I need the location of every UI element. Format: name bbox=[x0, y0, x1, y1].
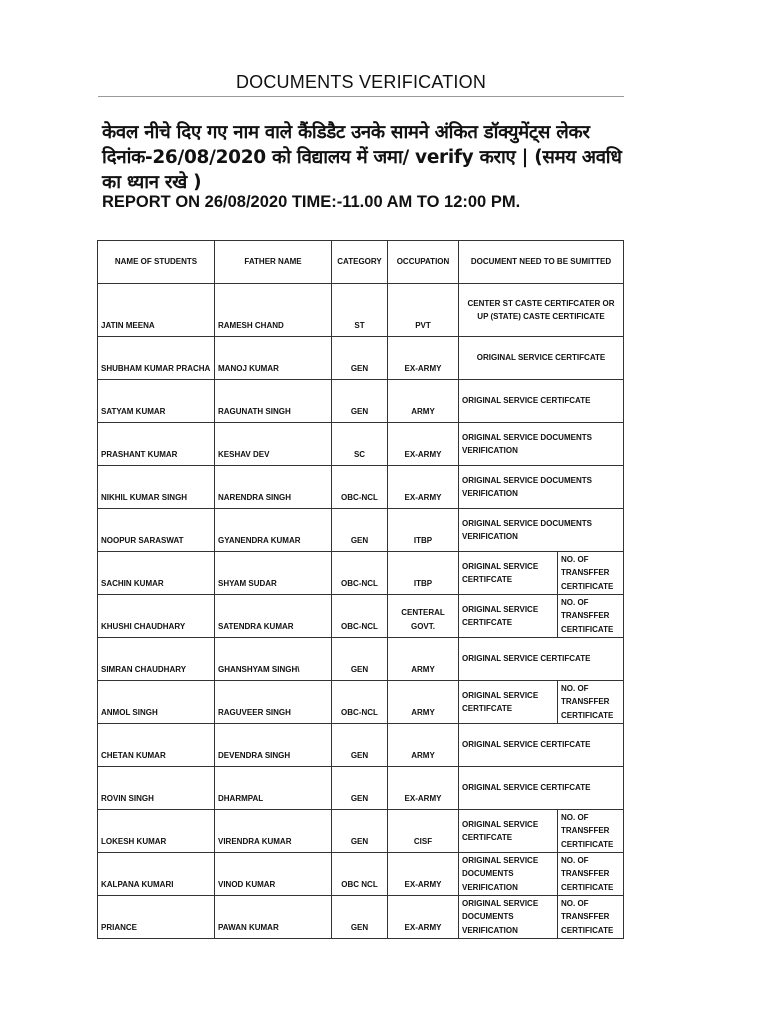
father-name-cell: GYANENDRA KUMAR bbox=[215, 509, 332, 552]
category-cell: GEN bbox=[332, 724, 388, 767]
father-name-cell: VINOD KUMAR bbox=[215, 853, 332, 896]
header-category: CATEGORY bbox=[332, 241, 388, 284]
students-table bbox=[97, 240, 624, 939]
father-name-cell: SATENDRA KUMAR bbox=[215, 595, 332, 638]
table-row bbox=[98, 466, 624, 509]
student-name-cell: SHUBHAM KUMAR PRACHA bbox=[98, 337, 215, 380]
father-name-cell: NARENDRA SINGH bbox=[215, 466, 332, 509]
title-divider bbox=[98, 96, 624, 97]
transfer-certificate-cell: NO. OF TRANSFFER CERTIFICATE bbox=[558, 810, 624, 853]
table-row bbox=[98, 638, 624, 681]
occupation-cell: EX-ARMY bbox=[388, 767, 459, 810]
students-table-body bbox=[98, 241, 624, 939]
transfer-certificate-cell: NO. OF TRANSFFER CERTIFICATE bbox=[558, 595, 624, 638]
occupation-cell: EX-ARMY bbox=[388, 423, 459, 466]
document-cell: ORIGINAL SERVICE CERTIFCATE bbox=[459, 767, 624, 810]
student-name-cell: KALPANA KUMARI bbox=[98, 853, 215, 896]
table-row bbox=[98, 595, 624, 638]
category-cell: GEN bbox=[332, 810, 388, 853]
table-row bbox=[98, 810, 624, 853]
document-cell: ORIGINAL SERVICE CERTIFCATE bbox=[459, 681, 558, 724]
table-row bbox=[98, 767, 624, 810]
father-name-cell: DHARMPAL bbox=[215, 767, 332, 810]
category-cell: OBC-NCL bbox=[332, 595, 388, 638]
father-name-cell: DEVENDRA SINGH bbox=[215, 724, 332, 767]
table-row bbox=[98, 509, 624, 552]
father-name-cell: KESHAV DEV bbox=[215, 423, 332, 466]
document-cell: ORIGINAL SERVICE DOCUMENTS VERIFICATION bbox=[459, 853, 558, 896]
occupation-cell: ITBP bbox=[388, 509, 459, 552]
category-cell: ST bbox=[332, 284, 388, 337]
father-name-cell: GHANSHYAM SINGH\ bbox=[215, 638, 332, 681]
category-cell: OBC-NCL bbox=[332, 552, 388, 595]
category-cell: GEN bbox=[332, 380, 388, 423]
occupation-cell: ARMY bbox=[388, 380, 459, 423]
header-document: DOCUMENT NEED TO BE SUMITTED bbox=[459, 241, 624, 284]
student-name-cell: JATIN MEENA bbox=[98, 284, 215, 337]
student-name-cell: ANMOL SINGH bbox=[98, 681, 215, 724]
document-cell: ORIGINAL SERVICE DOCUMENTS VERIFICATION bbox=[459, 896, 558, 939]
occupation-cell: EX-ARMY bbox=[388, 853, 459, 896]
category-cell: GEN bbox=[332, 767, 388, 810]
student-name-cell: SIMRAN CHAUDHARY bbox=[98, 638, 215, 681]
document-cell: ORIGINAL SERVICE CERTIFCATE bbox=[459, 638, 624, 681]
occupation-cell: EX-ARMY bbox=[388, 466, 459, 509]
table-row bbox=[98, 724, 624, 767]
father-name-cell: RAMESH CHAND bbox=[215, 284, 332, 337]
student-name-cell: CHETAN KUMAR bbox=[98, 724, 215, 767]
occupation-cell: PVT bbox=[388, 284, 459, 337]
student-name-cell: PRASHANT KUMAR bbox=[98, 423, 215, 466]
category-cell: SC bbox=[332, 423, 388, 466]
transfer-certificate-cell: NO. OF TRANSFFER CERTIFICATE bbox=[558, 681, 624, 724]
document-cell: ORIGINAL SERVICE CERTIFCATE bbox=[459, 380, 624, 423]
father-name-cell: SHYAM SUDAR bbox=[215, 552, 332, 595]
student-name-cell: NIKHIL KUMAR SINGH bbox=[98, 466, 215, 509]
table-row bbox=[98, 380, 624, 423]
document-cell: ORIGINAL SERVICE CERTIFCATE bbox=[459, 724, 624, 767]
student-name-cell: LOKESH KUMAR bbox=[98, 810, 215, 853]
category-cell: GEN bbox=[332, 509, 388, 552]
occupation-cell: ARMY bbox=[388, 724, 459, 767]
category-cell: GEN bbox=[332, 337, 388, 380]
student-name-cell: ROVIN SINGH bbox=[98, 767, 215, 810]
document-cell: ORIGINAL SERVICE CERTIFCATE bbox=[459, 337, 624, 380]
document-cell: ORIGINAL SERVICE CERTIFCATE bbox=[459, 595, 558, 638]
father-name-cell: RAGUNATH SINGH bbox=[215, 380, 332, 423]
table-row bbox=[98, 552, 624, 595]
student-name-cell: PRIANCE bbox=[98, 896, 215, 939]
report-line: REPORT ON 26/08/2020 TIME:-11.00 AM TO 12:00 PM. bbox=[102, 193, 521, 211]
occupation-cell: ARMY bbox=[388, 681, 459, 724]
category-cell: GEN bbox=[332, 896, 388, 939]
occupation-cell: CISF bbox=[388, 810, 459, 853]
table-header-row bbox=[98, 241, 624, 284]
document-cell: CENTER ST CASTE CERTIFCATER OR UP (STATE) CASTE CERTIFICATE bbox=[459, 284, 624, 337]
document-cell: ORIGINAL SERVICE DOCUMENTS VERIFICATION bbox=[459, 509, 624, 552]
father-name-cell: MANOJ KUMAR bbox=[215, 337, 332, 380]
document-cell: ORIGINAL SERVICE DOCUMENTS VERIFICATION bbox=[459, 466, 624, 509]
category-cell: GEN bbox=[332, 638, 388, 681]
student-name-cell: KHUSHI CHAUDHARY bbox=[98, 595, 215, 638]
category-cell: OBC-NCL bbox=[332, 466, 388, 509]
table-row bbox=[98, 853, 624, 896]
father-name-cell: RAGUVEER SINGH bbox=[215, 681, 332, 724]
document-cell: ORIGINAL SERVICE CERTIFCATE bbox=[459, 552, 558, 595]
transfer-certificate-cell: NO. OF TRANSFFER CERTIFICATE bbox=[558, 896, 624, 939]
document-cell: ORIGINAL SERVICE CERTIFCATE bbox=[459, 810, 558, 853]
category-cell: OBC NCL bbox=[332, 853, 388, 896]
table-row bbox=[98, 681, 624, 724]
table-row bbox=[98, 423, 624, 466]
document-cell: ORIGINAL SERVICE DOCUMENTS VERIFICATION bbox=[459, 423, 624, 466]
father-name-cell: PAWAN KUMAR bbox=[215, 896, 332, 939]
occupation-cell: ITBP bbox=[388, 552, 459, 595]
category-cell: OBC-NCL bbox=[332, 681, 388, 724]
occupation-cell: CENTERAL GOVT. bbox=[388, 595, 459, 638]
table-row bbox=[98, 337, 624, 380]
header-name: NAME OF STUDENTS bbox=[98, 241, 215, 284]
occupation-cell: EX-ARMY bbox=[388, 896, 459, 939]
transfer-certificate-cell: NO. OF TRANSFFER CERTIFICATE bbox=[558, 853, 624, 896]
student-name-cell: NOOPUR SARASWAT bbox=[98, 509, 215, 552]
table-row bbox=[98, 896, 624, 939]
table-row bbox=[98, 284, 624, 337]
occupation-cell: ARMY bbox=[388, 638, 459, 681]
page-title: DOCUMENTS VERIFICATION bbox=[235, 72, 487, 92]
student-name-cell: SATYAM KUMAR bbox=[98, 380, 215, 423]
header-father: FATHER NAME bbox=[215, 241, 332, 284]
transfer-certificate-cell: NO. OF TRANSFFER CERTIFICATE bbox=[558, 552, 624, 595]
notice-text: केवल नीचे दिए गए नाम वाले कैंडिडैट उनके सामने अंकित डॉक्युमेंट्स लेकर दिनांक-26/08/2020 को विद्यालय में जमा/ verify कराए | (समय अवधि का ध्यान रखे ) bbox=[102, 122, 622, 193]
father-name-cell: VIRENDRA KUMAR bbox=[215, 810, 332, 853]
header-occupation: OCCUPATION bbox=[388, 241, 459, 284]
occupation-cell: EX-ARMY bbox=[388, 337, 459, 380]
student-name-cell: SACHIN KUMAR bbox=[98, 552, 215, 595]
